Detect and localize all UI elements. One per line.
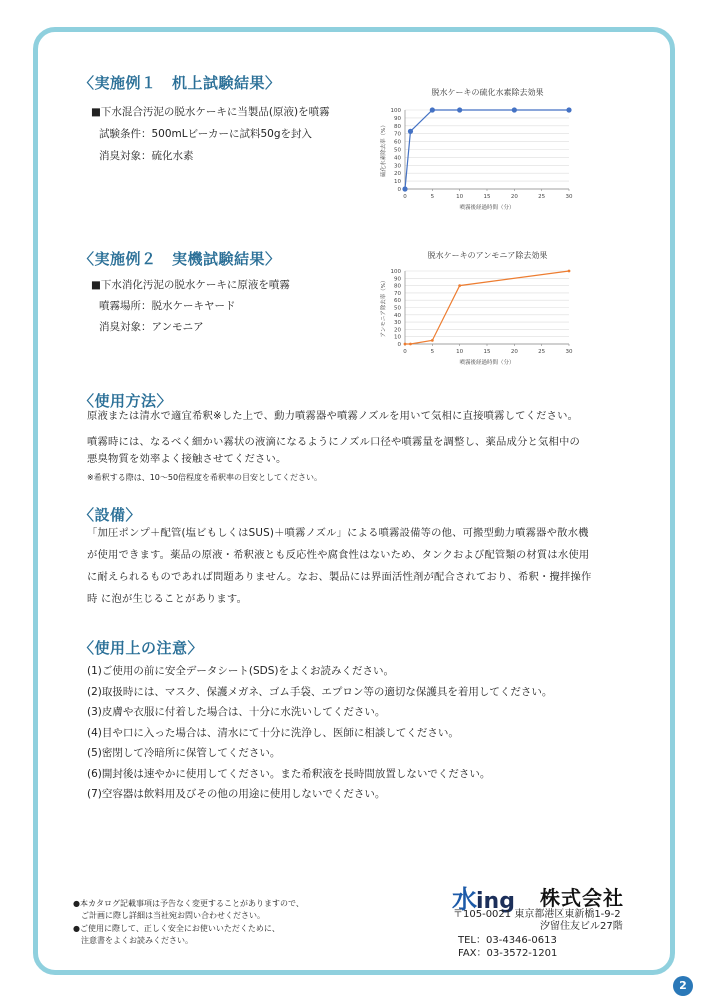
data-point — [402, 186, 407, 191]
cautions-list — [87, 661, 552, 805]
x-tick-label: 15 — [483, 349, 491, 355]
y-tick-label: 40 — [394, 312, 401, 319]
h2s-removal-chart — [365, 84, 590, 219]
caution-item: (2)取扱時には、マスク、保護メガネ、ゴム手袋、エプロン等の適切な保護具を着用してください。 — [87, 685, 553, 698]
data-point — [430, 107, 435, 112]
x-tick-label: 25 — [538, 349, 546, 355]
usage-heading: 〈使用方法〉 — [79, 392, 173, 410]
caution-item: (3)皮膚や衣服に付着した場合は、十分に水洗いしてください。 — [87, 706, 386, 718]
caution-item: (1)ご使用の前に安全データシート(SDS)をよくお読みください。 — [87, 665, 394, 677]
caution-item: (5)密閉して冷暗所に保管してください。 — [87, 747, 281, 759]
data-point — [409, 343, 412, 346]
data-point — [404, 343, 407, 346]
y-tick-label: 100 — [390, 269, 401, 275]
y-tick-label: 20 — [394, 171, 401, 178]
caution-item: (4)目や口に入った場合は、清水にて十分に洗浄し、医師に相談してください。 — [87, 726, 459, 739]
data-point — [431, 339, 434, 342]
disclaimer-2b: 注意書をよくお読みください。 — [81, 936, 193, 945]
y-tick-label: 50 — [394, 305, 401, 312]
x-tick-label: 5 — [430, 349, 435, 355]
x-tick-label: 5 — [430, 194, 435, 200]
y-tick-label: 0 — [397, 342, 401, 348]
y-tick-label: 90 — [394, 115, 401, 122]
example2-line1: ■下水消化汚泥の脱水ケーキに原液を噴霧 — [91, 279, 290, 291]
y-tick-label: 10 — [394, 334, 401, 341]
y-tick-label: 50 — [394, 147, 401, 154]
data-point — [458, 284, 461, 287]
example1-line1: ■下水混合汚泥の脱水ケーキに当製品(原液)を噴霧 — [91, 106, 330, 118]
y-tick-label: 80 — [394, 123, 401, 130]
page-number: 2 — [673, 976, 693, 996]
disclaimer-1b: ご計画に際し詳細は当社宛お問い合わせください。 — [81, 911, 265, 920]
usage-paragraph-1: 原液または清水で適宜希釈※した上で、動力噴霧器や噴霧ノズルを用いて気相に直接噴霧してください。 — [87, 410, 579, 422]
logo-mark: 水 — [452, 885, 477, 914]
address-line-1: 〒105-0021 東京都港区東新橋1-9-2 — [453, 909, 621, 920]
ammonia-removal-chart — [365, 247, 590, 375]
y-tick-label: 60 — [394, 139, 401, 146]
x-tick-label: 30 — [565, 194, 573, 200]
y-tick-label: 40 — [394, 155, 401, 162]
example1-line2: 試験条件：500mLビーカーに試料50gを封入 — [99, 128, 313, 140]
y-tick-label: 20 — [394, 327, 401, 334]
chart-title: 脱水ケーキの硫化水素除去効果 — [431, 88, 544, 97]
y-tick-label: 60 — [394, 298, 401, 305]
y-tick-label: 70 — [394, 131, 401, 138]
data-point — [408, 129, 413, 134]
x-axis-label: 噴霧後経過時間（分） — [459, 205, 515, 211]
y-axis-label: 硫化水素除去率（%） — [381, 122, 387, 177]
x-tick-label: 25 — [538, 194, 546, 200]
chart-title: 脱水ケーキのアンモニア除去効果 — [427, 251, 548, 260]
usage-dilution-note: ※希釈する際は、10～50倍程度を希釈率の目安としてください。 — [87, 473, 323, 482]
data-point — [457, 107, 462, 112]
example2-line3: 消臭対象：アンモニア — [99, 321, 204, 333]
cautions-heading: 〈使用上の注意〉 — [79, 639, 204, 657]
example1-line3: 消臭対象：硫化水素 — [99, 150, 194, 162]
x-tick-label: 10 — [456, 349, 464, 355]
company-name: 株式会社 — [540, 886, 624, 910]
usage-paragraph-2: 噴霧時には、なるべく細かい霧状の液滴になるようにノズル口径や噴霧量を調整し、薬品成分と気相中の悪臭物質を効率よく接触させてください。 — [87, 436, 580, 465]
data-point — [512, 107, 517, 112]
fax-number: FAX：03-3572-1201 — [458, 948, 558, 959]
x-tick-label: 15 — [483, 194, 491, 200]
y-tick-label: 30 — [394, 163, 401, 170]
y-tick-label: 80 — [394, 283, 401, 290]
tel-number: TEL：03-4346-0613 — [458, 935, 557, 946]
x-tick-label: 30 — [565, 349, 573, 355]
data-point — [566, 107, 571, 112]
disclaimer-1a: ●本カタログ記載事項は予告なく変更することがありますので、 — [73, 899, 304, 908]
y-tick-label: 30 — [394, 320, 401, 327]
x-tick-label: 0 — [403, 349, 407, 355]
caution-item: (6)開封後は速やかに使用してください。また希釈液を長時間放置しないでください。 — [87, 767, 491, 780]
y-tick-label: 10 — [394, 179, 401, 186]
y-tick-label: 0 — [397, 187, 401, 193]
example2-heading: 〈実施例２ 実機試験結果〉 — [79, 250, 281, 268]
y-tick-label: 100 — [390, 108, 401, 114]
equipment-text: 「加圧ポンプ＋配管(塩ビもしくはSUS)＋噴霧ノズル」による噴霧設備等の他、可搬型動力噴霧器や散水機が使用できます。薬品の原液・希釈液とも反応性や腐食性はないため、タンクおよび配管類の材質は水使用に耐えられるものであれば問題ありません。なお、製品には界面活性剤が配合されており、希釈・攪拌操作時 に泡が生じることがあります。 — [87, 527, 592, 605]
y-tick-label: 90 — [394, 276, 401, 283]
data-point — [568, 270, 571, 273]
x-tick-label: 0 — [403, 194, 407, 200]
disclaimer-2a: ●ご使用に際して、正しく安全にお使いいただくために、 — [73, 924, 280, 933]
x-tick-label: 20 — [510, 194, 518, 200]
address-line-2: 汐留住友ビル27階 — [540, 921, 623, 932]
y-tick-label: 70 — [394, 290, 401, 297]
x-tick-label: 20 — [510, 349, 518, 355]
y-axis-label: アンモニア除去率（%） — [381, 277, 387, 338]
example1-heading: 〈実施例１ 机上試験結果〉 — [79, 74, 281, 92]
example2-line2: 噴霧場所：脱水ケーキヤード — [99, 300, 236, 312]
equipment-heading: 〈設備〉 — [79, 506, 142, 524]
caution-item: (7)空容器は飲料用及びその他の用途に使用しないでください。 — [87, 788, 386, 800]
logo-ing: ing — [476, 889, 515, 914]
x-tick-label: 10 — [456, 194, 464, 200]
x-axis-label: 噴霧後経過時間（分） — [459, 360, 515, 366]
